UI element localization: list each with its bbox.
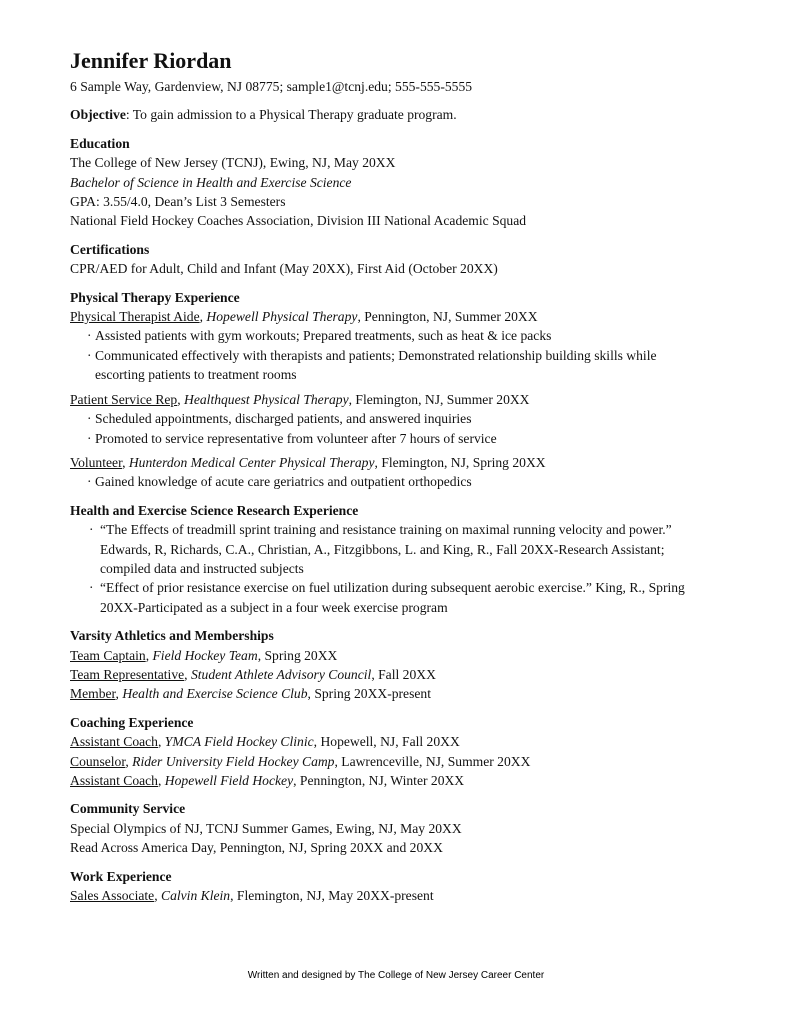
job-title: Physical Therapist Aide [70, 309, 200, 325]
job-bullet: · Assisted patients with gym workouts; Prepared treatments, such as heat & ice packs [70, 326, 730, 345]
work-heading: Work Experience [70, 868, 172, 884]
job-org: Hunterdon Medical Center Physical Therapy [128, 454, 375, 470]
job-details: , Flemington, NJ, Spring 20XX [374, 454, 546, 470]
athletics-role: Team Captain [70, 647, 146, 663]
job-title: Volunteer [70, 454, 123, 470]
job-bullet: · Communicated effectively with therapists and patients; Demonstrated relationship building skills while escorting patients to treatment rooms [70, 346, 695, 385]
job-bullet: · Scheduled appointments, discharged patients, and answered inquiries [70, 409, 730, 428]
athletics-item: Team Representative, Student Athlete Advisory Council, Fall 20XX [70, 666, 436, 682]
coaching-heading: Coaching Experience [70, 714, 194, 730]
resume-page [70, 48, 730, 905]
contact-line: 6 Sample Way, Gardenview, NJ 08775; sample1@tcnj.edu; 555-555-5555 [70, 79, 473, 94]
education-school: The College of New Jersey (TCNJ), Ewing, NJ, May 20XX [70, 155, 396, 171]
objective-text: : To gain admission to a Physical Therapy graduate program. [125, 107, 457, 123]
objective [70, 105, 730, 124]
job-bullet: · Gained knowledge of acute care geriatrics and outpatient orthopedics [70, 472, 730, 491]
job-entry: Physical Therapist Aide, Hopewell Physical Therapy, Pennington, NJ, Summer 20XX [70, 309, 538, 325]
athletics-details: , Spring 20XX-present [307, 686, 431, 702]
job-org: Hopewell Physical Therapy [206, 309, 358, 325]
job-entry: Volunteer, Hunterdon Medical Center Physical Therapy, Flemington, NJ, Spring 20XX [70, 454, 546, 470]
education-honor: National Field Hockey Coaches Association, Division III National Academic Squad [70, 213, 527, 229]
coaching-role: Assistant Coach [70, 734, 158, 750]
community-item: Special Olympics of NJ, TCNJ Summer Games, Ewing, NJ, May 20XX [70, 820, 462, 836]
certifications-heading: Certifications [70, 241, 150, 257]
athletics-org: Student Athlete Advisory Council [190, 666, 372, 682]
athletics-heading: Varsity Athletics and Memberships [70, 628, 274, 644]
athletics-item: Team Captain, Field Hockey Team, Spring 20XX [70, 647, 338, 663]
footer-credit: Written and designed by The College of New Jersey Career Center [247, 970, 545, 981]
coaching-org: YMCA Field Hockey Clinic [164, 734, 314, 750]
coaching-role: Assistant Coach [70, 773, 158, 788]
education-degree: Bachelor of Science in Health and Exercise Science [70, 174, 352, 190]
athletics-role: Member [70, 686, 116, 702]
coaching-details: , Pennington, NJ, Winter 20XX [293, 773, 465, 788]
education-gpa: GPA: 3.55/4.0, Dean’s List 3 Semesters [70, 194, 286, 210]
coaching-item: Counselor, Rider University Field Hockey Camp, Lawrenceville, NJ, Summer 20XX [70, 753, 531, 769]
athletics-org: Health and Exercise Science Club [122, 686, 308, 702]
job-entry: Patient Service Rep, Healthquest Physical Therapy, Flemington, NJ, Summer 20XX [70, 391, 530, 407]
certifications-text: CPR/AED for Adult, Child and Infant (May 20XX), First Aid (October 20XX) [70, 261, 498, 277]
education-heading: Education [70, 135, 130, 151]
community-heading: Community Service [70, 801, 186, 817]
work-role: Sales Associate [70, 888, 155, 904]
athletics-role: Team Representative [70, 666, 185, 682]
job-title: Patient Service Rep [70, 391, 178, 407]
job-details: , Pennington, NJ, Summer 20XX [357, 309, 538, 325]
coaching-item: Assistant Coach, YMCA Field Hockey Clinic, Hopewell, NJ, Fall 20XX [70, 734, 460, 750]
coaching-item: Assistant Coach, Hopewell Field Hockey, Pennington, NJ, Winter 20XX [70, 773, 465, 788]
resume-name: Jennifer Riordan [70, 48, 232, 73]
job-details: , Flemington, NJ, Summer 20XX [348, 391, 530, 407]
objective-label: Objective [70, 107, 126, 123]
work-item: Sales Associate, Calvin Klein, Flemington, NJ, May 20XX-present [70, 888, 434, 904]
community-item: Read Across America Day, Pennington, NJ, Spring 20XX and 20XX [70, 840, 443, 856]
research-bullet: · “Effect of prior resistance exercise on fuel utilization during subsequent aerobic exercise.” King, R., Spring 20XX-Participated as a subject in a four week exercise program [70, 578, 710, 617]
coaching-details: , Lawrenceville, NJ, Summer 20XX [334, 753, 531, 769]
pt-experience-heading: Physical Therapy Experience [70, 289, 240, 305]
coaching-role: Counselor [70, 753, 126, 769]
work-details: , Flemington, NJ, May 20XX-present [230, 888, 434, 904]
research-bullet: · “The Effects of treadmill sprint training and resistance training on maximal running velocity and power.” Edwards, R, Richards, C.A., Christian, A., Fitzgibbons, L. and King, R., Fall 20XX-Research Assistant; compiled data and instructed subjects [70, 520, 710, 578]
athletics-item: Member, Health and Exercise Science Club, Spring 20XX-present [70, 686, 431, 702]
coaching-org: Hopewell Field Hockey [164, 773, 294, 788]
athletics-details: , Spring 20XX [257, 647, 338, 663]
athletics-details: , Fall 20XX [371, 666, 436, 682]
work-org: Calvin Klein [161, 888, 231, 904]
job-org: Healthquest Physical Therapy [184, 391, 349, 407]
coaching-org: Rider University Field Hockey Camp [132, 753, 335, 769]
coaching-details: , Hopewell, NJ, Fall 20XX [313, 734, 460, 750]
research-heading: Health and Exercise Science Research Experience [70, 502, 359, 518]
athletics-org: Field Hockey Team [152, 647, 258, 663]
job-bullet: · Promoted to service representative from volunteer after 7 hours of service [70, 429, 730, 448]
